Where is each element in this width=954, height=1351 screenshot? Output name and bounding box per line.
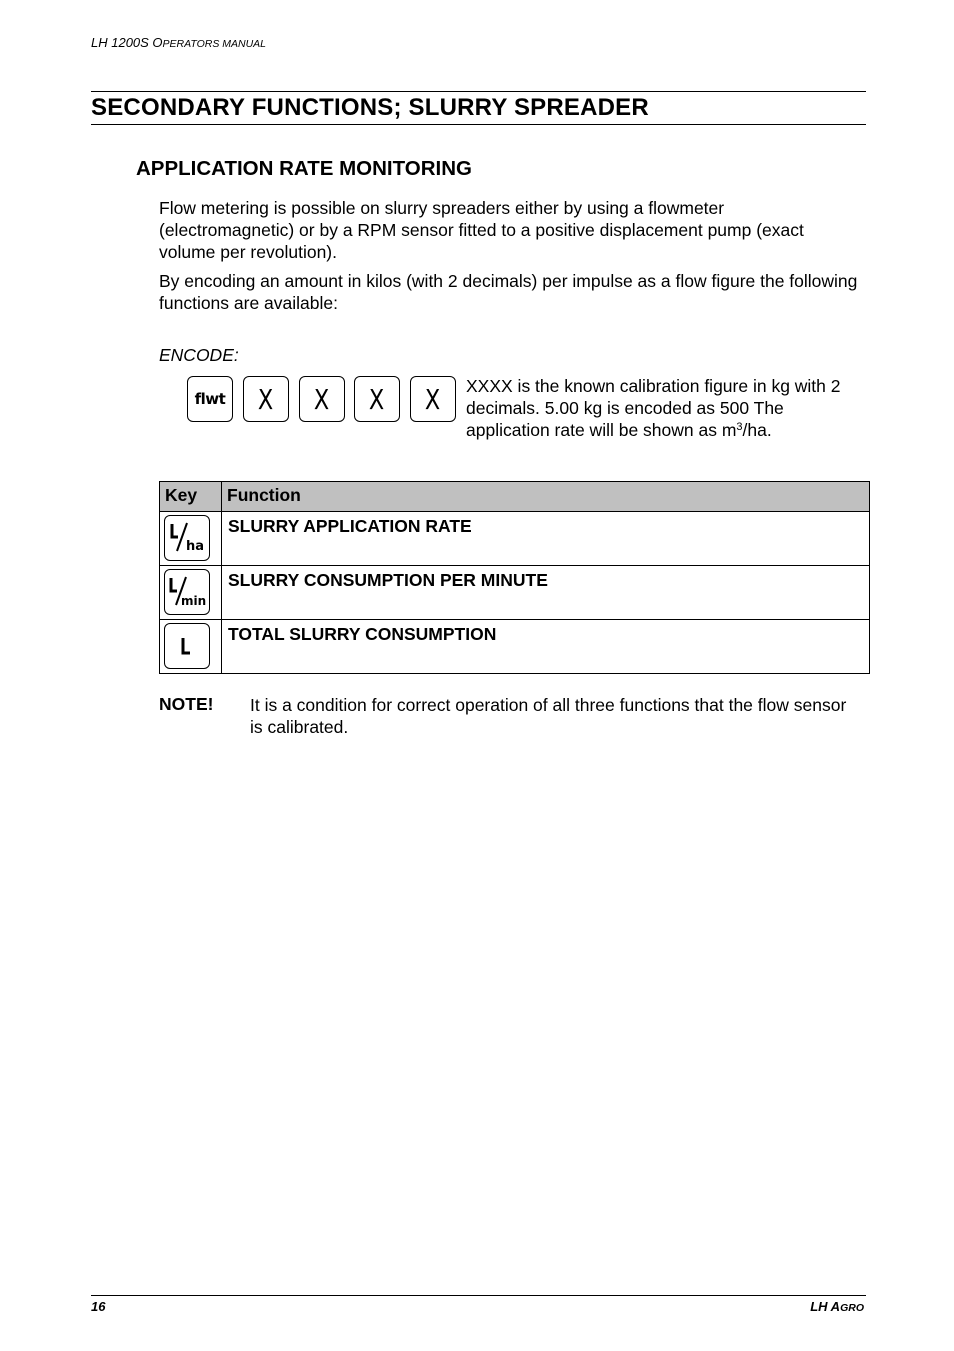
svg-text:ha: ha	[186, 539, 205, 554]
l-per-min-glyph	[166, 574, 208, 610]
function-table	[159, 481, 870, 674]
x-key-icon: X	[299, 376, 345, 422]
x-key-icon: X	[243, 376, 289, 422]
l-per-ha-glyph	[167, 520, 207, 556]
function-cell: TOTAL SLURRY CONSUMPTION	[222, 620, 870, 674]
table-header-row	[160, 482, 870, 512]
l-glyph	[172, 631, 202, 661]
l-key-icon	[164, 623, 210, 669]
table-row	[160, 620, 870, 674]
svg-text:min: min	[181, 594, 207, 608]
flwt-key-icon: flwt	[187, 376, 233, 422]
paragraph-1: Flow metering is possible on slurry spreaders either by using a flowmeter (electromagnetic) or by a RPM sensor fitted to a positive displacement pump (exact volume per revolution).	[159, 198, 804, 262]
page-number: 16	[91, 1299, 106, 1314]
footer-divider	[91, 1295, 866, 1296]
page-title: SECONDARY FUNCTIONS; SLURRY SPREADER	[91, 94, 649, 121]
note-text: It is a condition for correct operation of all three functions that the flow sensor is calibrated.	[250, 695, 847, 737]
l-per-ha-key-icon	[164, 515, 210, 561]
encode-label: ENCODE:	[159, 345, 239, 365]
page-header: LH 1200S OPERATORS MANUAL	[91, 35, 267, 50]
column-header-key: Key	[160, 482, 222, 512]
note-label: NOTE!	[159, 694, 214, 714]
title-bar	[91, 91, 866, 125]
column-header-function: Function	[222, 482, 870, 512]
table-row	[160, 512, 870, 566]
table-row	[160, 566, 870, 620]
paragraph-2: By encoding an amount in kilos (with 2 decimals) per impulse as a flow figure the following functions are available:	[159, 271, 858, 313]
x-key-icon: X	[410, 376, 456, 422]
section-title: APPLICATION RATE MONITORING	[136, 157, 472, 180]
x-key-icon: X	[354, 376, 400, 422]
encode-description: XXXX is the known calibration figure in kg with 2 decimals. 5.00 kg is encoded as 500 The application rate will be shown as $m^3/ha$.	[466, 376, 841, 440]
function-cell: SLURRY CONSUMPTION PER MINUTE	[222, 566, 870, 620]
footer-brand: LH AGRO	[810, 1299, 864, 1314]
function-cell: SLURRY APPLICATION RATE	[222, 512, 870, 566]
l-per-min-key-icon	[164, 569, 210, 615]
